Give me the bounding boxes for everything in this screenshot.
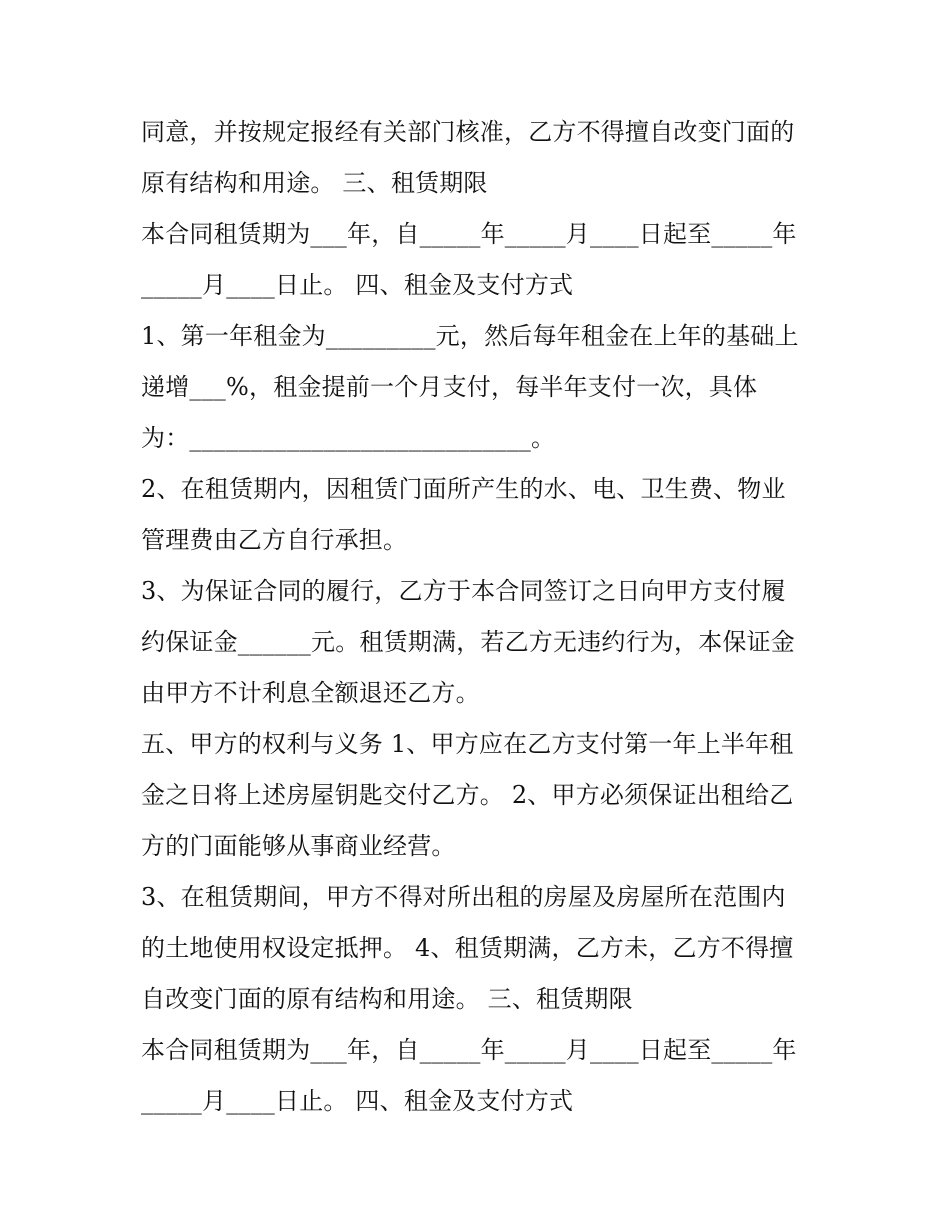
text-line: 金之日将上述房屋钥匙交付乙方。 2、甲方必须保证出租给乙 bbox=[141, 781, 794, 809]
text-line: 五、甲方的权利与义务 1、甲方应在乙方支付第一年上半年租 bbox=[141, 730, 794, 758]
text-line: _____月____日止。 四、租金及支付方式 bbox=[141, 271, 574, 299]
text-line: _____月____日止。 四、租金及支付方式 bbox=[141, 1087, 574, 1115]
text-line: 本合同租赁期为___年，自_____年_____月____日起至_____年 bbox=[141, 1036, 797, 1064]
text-line: 原有结构和用途。 三、租赁期限 bbox=[141, 169, 488, 197]
text-line: 管理费由乙方自行承担。 bbox=[141, 526, 408, 554]
text-line: 3、为保证合同的履行，乙方于本合同签订之日向甲方支付履 bbox=[141, 577, 786, 605]
text-line: 本合同租赁期为___年，自_____年_____月____日起至_____年 bbox=[141, 220, 797, 248]
text-line: 3、在租赁期间，甲方不得对所出租的房屋及房屋所在范围内 bbox=[141, 883, 786, 911]
text-line: 2、在租赁期内，因租赁门面所产生的水、电、卫生费、物业 bbox=[141, 475, 786, 503]
text-line: 自改变门面的原有结构和用途。 三、租赁期限 bbox=[141, 985, 633, 1013]
text-line: 约保证金______元。租赁期满，若乙方无违约行为，本保证金 bbox=[141, 628, 795, 656]
text-line: 为：____________________________。 bbox=[141, 424, 556, 452]
text-line: 的土地使用权设定抵押。 4、租赁期满，乙方未，乙方不得擅 bbox=[141, 934, 794, 962]
text-line: 同意，并按规定报经有关部门核准，乙方不得擅自改变门面的 bbox=[141, 118, 795, 146]
document-body bbox=[141, 107, 821, 1127]
text-line: 递增___%，租金提前一个月支付，每半年支付一次，具体 bbox=[141, 373, 758, 401]
text-line: 1、第一年租金为_________元，然后每年租金在上年的基础上 bbox=[141, 322, 799, 350]
text-line: 由甲方不计利息全额退还乙方。 bbox=[141, 679, 480, 707]
text-line: 方的门面能够从事商业经营。 bbox=[141, 832, 456, 860]
